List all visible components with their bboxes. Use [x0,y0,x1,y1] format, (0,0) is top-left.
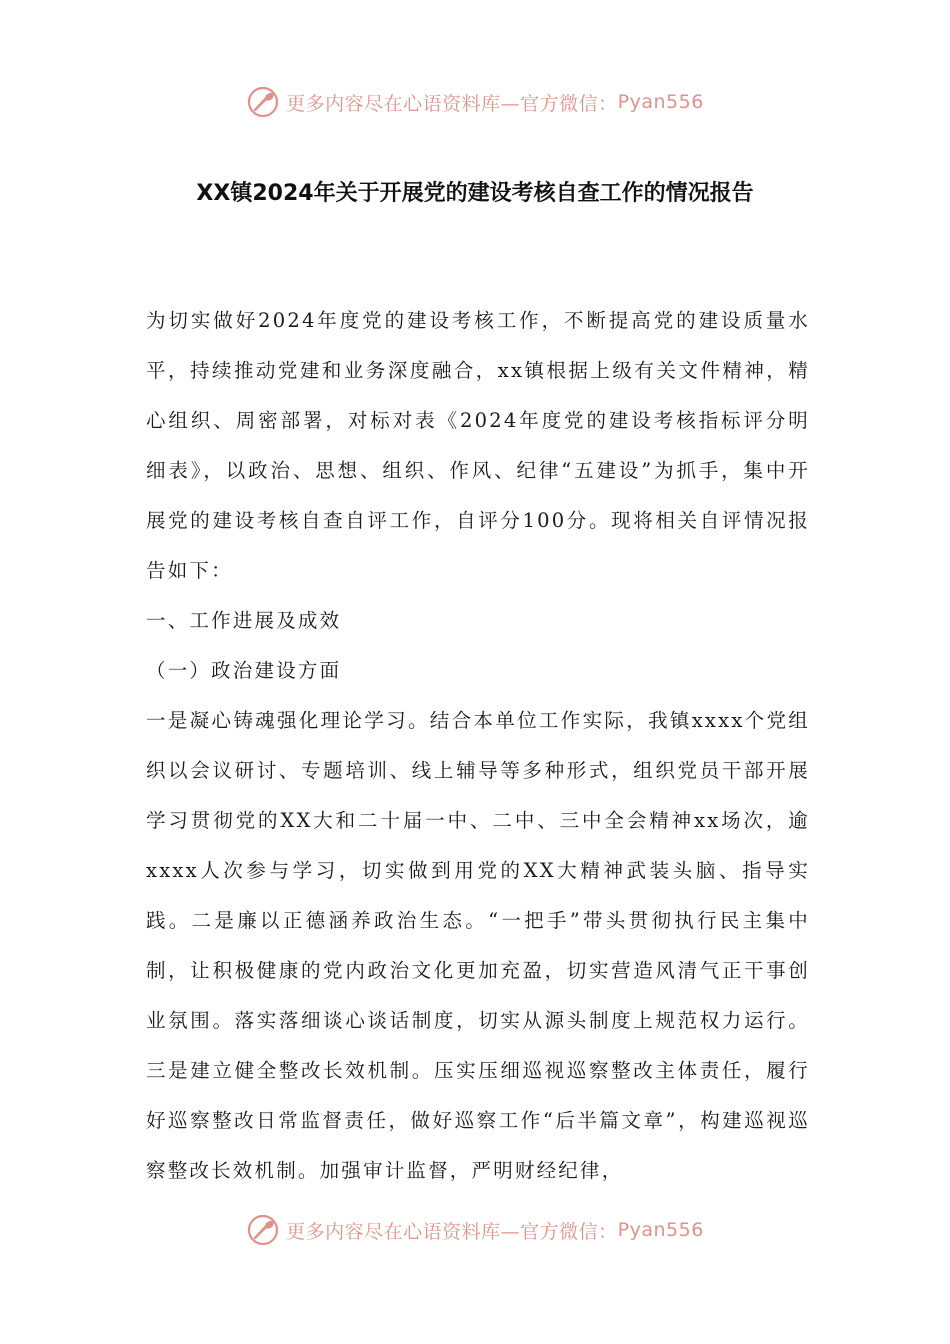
quill-logo-icon [246,1213,280,1247]
body-paragraph: 一是凝心铸魂强化理论学习。结合本单位工作实际，我镇xxxx个党组织以会议研讨、专题培训、线上辅导等多种形式，组织党员干部开展学习贯彻党的XX大和二十届一中、二中、三中全会精神xx场次，逾xxxx人次参与学习，切实做到用党的XX大精神武装头脑、指导实践。二是廉以正德涵养政治生态。“一把手”带头贯彻执行民主集中制，让积极健康的党内政治文化更加充盈，切实营造风清气正干事创业氛围。落实落细谈心谈话制度，切实从源头制度上规范权力运行。三是建立健全整改长效机制。压实压细巡视巡察整改主体责任，履行好巡察整改日常监督责任，做好巡察工作“后半篇文章”，构建巡视巡察整改长效机制。加强审计监督，严明财经纪律， [146,709,810,1182]
section-heading: 一、工作进展及成效 [146,609,342,632]
quill-logo-icon [246,85,280,119]
watermark-handle: Pyan556 [617,91,704,113]
document-title: XX镇2024年关于开展党的建设考核自查工作的情况报告 [196,181,754,206]
header-watermark [0,82,950,122]
watermark-text: 更多内容尽在心语资料库—官方微信： [286,92,618,115]
intro-paragraph: 为切实做好2024年度党的建设考核工作，不断提高党的建设质量水平，持续推动党建和业务深度融合，xx镇根据上级有关文件精神，精心组织、周密部署，对标对表《2024年度党的建设考核指标评分明细表》，以政治、思想、组织、作风、纪律“五建设”为抓手，集中开展党的建设考核自查自评工作，自评分100分。现将相关自评情况报告如下： [146,309,810,582]
watermark-handle: Pyan556 [617,1219,704,1241]
subsection-heading: （一）政治建设方面 [146,659,342,682]
watermark-text: 更多内容尽在心语资料库—官方微信： [286,1220,618,1243]
document-body [146,296,810,1196]
footer-watermark [0,1210,950,1250]
